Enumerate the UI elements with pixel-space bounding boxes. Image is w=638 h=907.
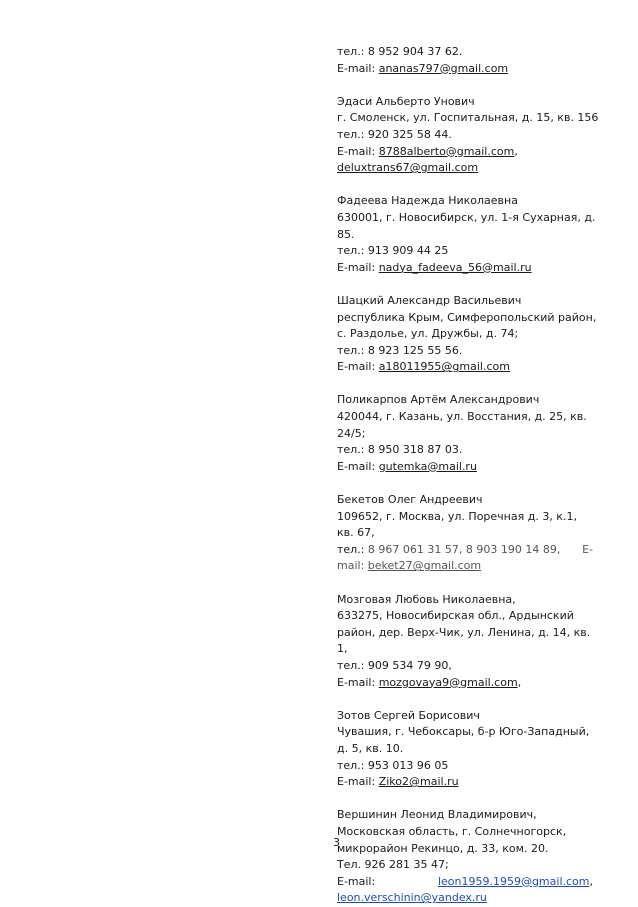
text-line: тел.: 8 952 904 37 62. [337,45,463,58]
address-line: 24/5; [337,426,366,440]
email-link[interactable]: mozgovaya9@gmail.com [378,675,518,689]
page-number: 3 [333,836,340,849]
punctuation: , [589,874,593,888]
email-line [337,774,593,791]
address-line: г. Смоленск, ул. Госпитальная, д. 15, кв. 156 [337,111,599,125]
email-line [337,459,593,476]
phone-label: тел.: [337,542,368,556]
phone-line: тел.: 8 923 125 55 56. [337,343,463,357]
email-line [337,675,593,692]
address-line: 85. [337,227,355,241]
email-link[interactable]: Ziko2@mail.ru [378,775,459,789]
email-link[interactable]: ananas797@gmail.com [378,61,509,75]
document-page [337,44,599,907]
person-name: Фадеева Надежда Николаевна [337,194,518,208]
email-link[interactable]: leon1959.1959@gmail.com [437,874,590,888]
person-name: Эдаси Альберто Унович [337,94,475,108]
email-label-part: E- [582,542,593,556]
email-line [337,144,593,161]
email-label: E-mail: [337,675,379,689]
address-line: д. 5, кв. 10. [337,741,404,755]
email-link[interactable]: a18011955@gmail.com [378,360,510,374]
email-link[interactable]: leon.verschinin@yandex.ru [337,891,487,905]
address-line: 420044, г. Казань, ул. Восстания, д. 25, кв. [337,410,587,424]
email-line [337,160,593,177]
email-line [337,558,593,575]
address-line: 630001, г. Новосибирск, ул. 1-я Сухарная, д. [337,210,596,224]
address-line: 109652, г. Москва, ул. Поречная д. 3, к.1, [337,509,577,523]
email-label-part: mail: [337,559,368,573]
phone-line: тел.: 913 909 44 25 [337,244,449,258]
email-link[interactable]: beket27@gmail.com [367,559,482,573]
address-line-text: Московская область, г. Солнечногорск, [337,824,567,838]
phone-line [337,542,593,559]
person-name: Бекетов Олег Андреевич [337,493,483,507]
email-link[interactable]: 8788alberto@gmail.com [378,144,515,158]
email-line [337,61,593,78]
address-line [337,824,593,841]
phone-numbers: 8 967 061 31 57, 8 903 190 14 89, [367,542,561,556]
person-name: Зотов Сергей Борисович [337,708,480,722]
email-label: E-mail: [337,260,379,274]
address-line: республика Крым, Симферопольский район, [337,310,597,324]
email-label: E-mail: [337,775,379,789]
email-line [337,359,593,376]
email-link[interactable]: gutemka@mail.ru [378,459,477,473]
address-line: кв. 67, [337,526,375,540]
person-name: Шацкий Александр Васильевич [337,293,522,307]
address-line: с. Раздолье, ул. Дружбы, д. 74; [337,327,519,341]
email-label: E-mail: [337,144,379,158]
email-line [337,260,593,277]
address-line: район, дер. Верх-Чик, ул. Ленина, д. 14, кв. [337,625,591,639]
email-label: E-mail: [337,61,379,75]
address-line: микрорайон Рекинцо, д. 33, ком. 20. [337,841,549,855]
phone-line: тел.: 909 534 79 90, [337,658,452,672]
person-name: Вершинин Леонид Владимирович, [337,808,537,822]
email-line [337,874,593,891]
address-line: 633275, Новосибирская обл., Ардынский [337,609,574,623]
phone-line: Тел. 926 281 35 47; [337,858,449,872]
email-label: E-mail: [337,459,379,473]
person-name: Поликарпов Артём Александрович [337,393,540,407]
address-line: 1, [337,642,348,656]
phone-line: тел.: 920 325 58 44. [337,127,452,141]
email-link[interactable]: deluxtrans67@gmail.com [337,161,479,175]
address-line: Чувашия, г. Чебоксары, б-р Юго-Западный, [337,725,590,739]
email-link[interactable]: nadya_fadeeva_56@mail.ru [378,260,532,274]
email-line [337,890,593,907]
punctuation: , [517,675,522,689]
phone-line: тел.: 953 013 96 05 [337,758,449,772]
person-name: Мозговая Любовь Николаевна, [337,592,516,606]
email-label: E-mail: [337,360,379,374]
phone-line: тел.: 8 950 318 87 03. [337,443,463,457]
email-label: E-mail: [337,874,376,888]
punctuation: , [514,144,518,158]
